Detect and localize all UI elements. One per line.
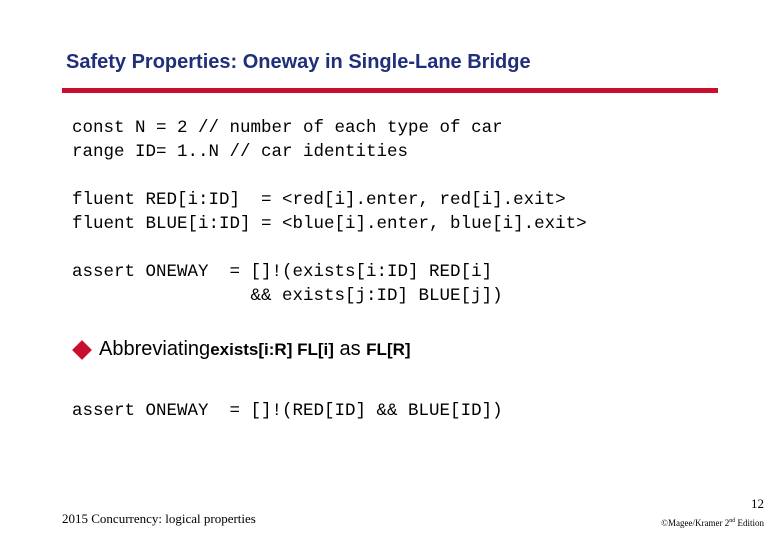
title-divider [62,88,718,93]
code-assert-oneway: assert ONEWAY = []!(exists[i:ID] RED[i] && exists[j:ID] BLUE[j]) [72,262,503,306]
copyright-suffix: Edition [735,518,764,528]
copyright-superscript: nd [729,518,736,524]
footer-course: 2015 Concurrency: logical properties [62,511,256,526]
footer-copyright [661,518,764,528]
bullet-middle: as [333,338,367,360]
bullet-expression: exists[i:R] FL[i] [210,339,334,359]
bullet-abbreviation [72,338,411,361]
slide-title: Safety Properties: Oneway in Single-Lane Bridge [66,51,531,73]
bullet-short-form: FL[R] [366,339,411,359]
copyright-prefix: ©Magee/Kramer 2 [661,518,730,528]
page-number: 12 [751,496,764,511]
diamond-bullet-icon [72,340,92,360]
bullet-prefix: Abbreviating [99,338,211,360]
code-assert-oneway-abbrev: assert ONEWAY = []!(RED[ID] && BLUE[ID]) [72,401,503,421]
code-fluents: fluent RED[i:ID] = <red[i].enter, red[i].exit> fluent BLUE[i:ID] = <blue[i].enter, blue[i].exit> [72,190,587,234]
code-constants: const N = 2 // number of each type of car range ID= 1..N // car identities [72,118,503,162]
